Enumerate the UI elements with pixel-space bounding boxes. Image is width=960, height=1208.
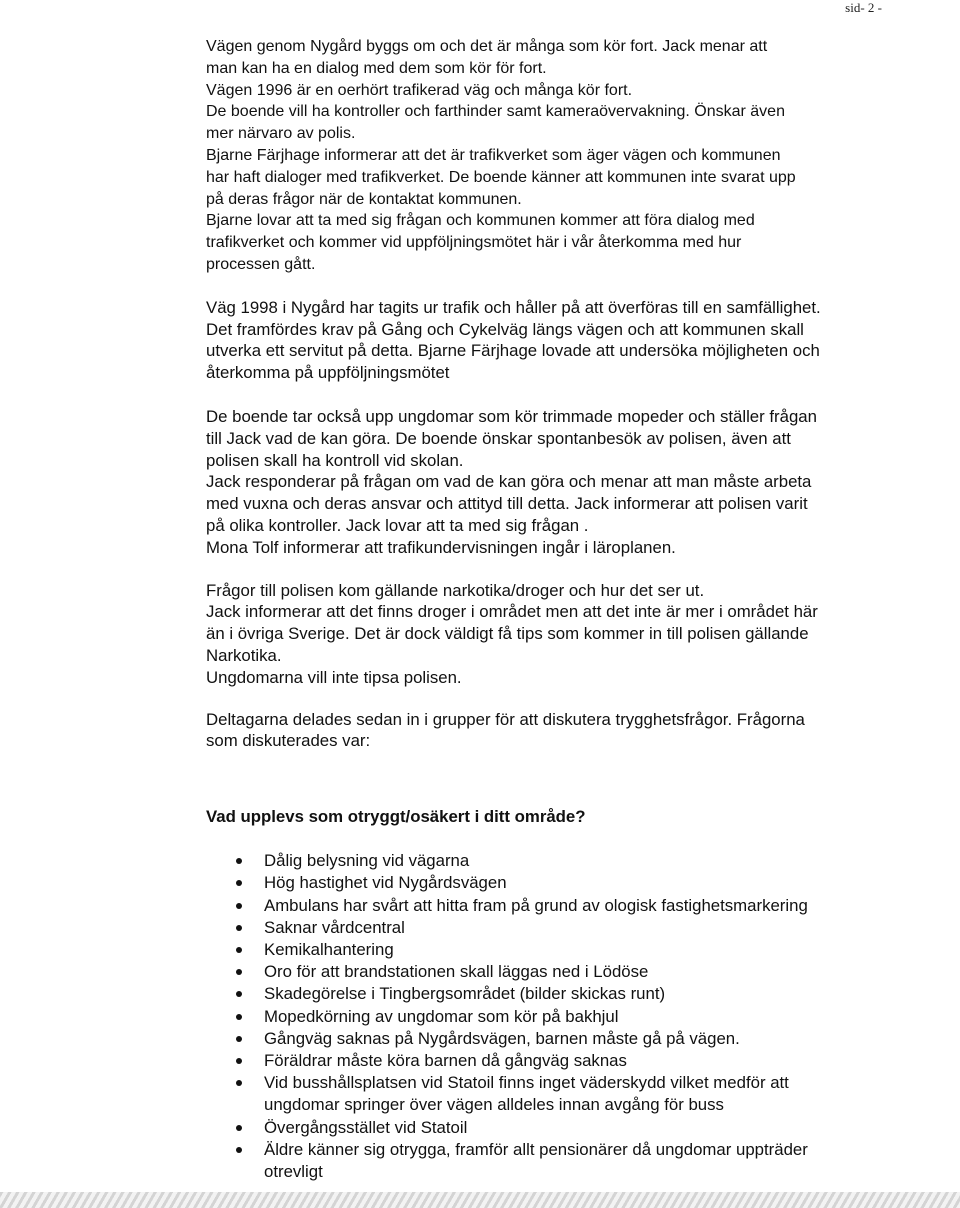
list-item [206, 1006, 906, 1028]
text-line: utverka ett servitut på detta. Bjarne Färjhage lovade att undersöka möjligheten och [206, 341, 820, 361]
list-item-text: Kemikalhantering [264, 939, 394, 959]
text-line: mer närvaro av polis. [206, 125, 356, 143]
text-line: Vägen 1996 är en oerhört trafikerad väg och många kör fort. [206, 81, 633, 99]
list-item-text: Föräldrar måste köra barnen då gångväg saknas [264, 1050, 627, 1070]
list-item [206, 1072, 906, 1116]
section-heading: Vad upplevs som otryggt/osäkert i ditt område? [206, 807, 586, 827]
list-item-text: Oro för att brandstationen skall läggas ned i Lödöse [264, 962, 649, 982]
list-item [206, 872, 906, 894]
text-line: Mona Tolf informerar att trafikundervisningen ingår i läroplanen. [206, 537, 676, 557]
page-number: sid- 2 - [845, 0, 882, 15]
list-item [206, 895, 906, 917]
text-line: på deras frågor när de kontaktat kommunen. [206, 190, 522, 208]
list-item-text: Hög hastighet vid Nygårdsvägen [264, 873, 507, 893]
bullet-icon [236, 880, 242, 886]
list-item [206, 983, 906, 1005]
text-line: Väg 1998 i Nygård har tagits ur trafik och håller på att överföras till en samfällighet. [206, 297, 821, 317]
text-line: processen gått. [206, 255, 316, 273]
text-line: Bjarne lovar att ta med sig frågan och kommunen kommer att föra dialog med [206, 212, 755, 230]
text-line: trafikverket och kommer vid uppföljningsmötet här i vår återkomma med hur [206, 234, 742, 252]
text-line: Det framfördes krav på Gång och Cykelväg längs vägen och att kommunen skall [206, 319, 804, 339]
list-item-text: Mopedkörning av ungdomar som kör på bakhjul [264, 1006, 619, 1026]
list-item [206, 1139, 906, 1183]
bullet-icon [236, 903, 242, 909]
paragraph-narcotics [206, 580, 906, 689]
text-line: återkomma på uppföljningsmötet [206, 363, 450, 383]
text-line: man kan ha en dialog med dem som kör för fort. [206, 59, 547, 77]
paragraph-groups [206, 709, 906, 753]
text-line: Vägen genom Nygård byggs om och det är många som kör fort. Jack menar att [206, 38, 768, 55]
decorative-footer-border [0, 1192, 960, 1208]
list-item-text: Ambulans har svårt att hitta fram på grund av ologisk fastighetsmarkering [264, 895, 808, 915]
text-line: Jack informerar att det finns droger i området men att det inte är mer i området här [206, 602, 818, 622]
list-item [206, 939, 906, 961]
list-item-text: Dålig belysning vid vägarna [264, 851, 470, 871]
text-line: Narkotika. [206, 645, 282, 665]
list-item-text: Saknar vårdcentral [264, 917, 405, 937]
text-line: har haft dialoger med trafikverket. De boende känner att kommunen inte svarat upp [206, 168, 796, 186]
bullet-icon [236, 1058, 242, 1064]
text-line: Frågor till polisen kom gällande narkotika/droger och hur det ser ut. [206, 580, 705, 600]
bullet-icon [236, 969, 242, 975]
list-item-text: ungdomar springer över vägen alldeles innan avgång för buss [264, 1095, 724, 1115]
bullet-icon [236, 1014, 242, 1020]
document-body [206, 36, 906, 1183]
list-item [206, 917, 906, 939]
text-line: Deltagarna delades sedan in i grupper för att diskutera trygghetsfrågor. Frågorna [206, 709, 805, 729]
bullet-icon [236, 1147, 242, 1153]
paragraph-road-1998 [206, 297, 906, 384]
text-line: De boende vill ha kontroller och farthinder samt kameraövervakning. Önskar även [206, 103, 785, 121]
text-line: Ungdomarna vill inte tipsa polisen. [206, 667, 462, 687]
text-line: som diskuterades var: [206, 731, 371, 751]
list-item [206, 850, 906, 872]
bullet-icon [236, 947, 242, 953]
text-line: med vuxna och deras ansvar och attityd till detta. Jack informerar att polisen varit [206, 494, 808, 514]
list-item-text: Vid busshållsplatsen vid Statoil finns inget väderskydd vilket medför att [264, 1073, 789, 1093]
concerns-list [206, 850, 906, 1183]
list-item-text: Äldre känner sig otrygga, framför allt pensionärer då ungdomar uppträder [264, 1139, 808, 1159]
text-line: Jack responderar på frågan om vad de kan göra och menar att man måste arbeta [206, 472, 812, 492]
text-line: på olika kontroller. Jack lovar att ta med sig frågan . [206, 515, 589, 535]
text-line: än i övriga Sverige. Det är dock väldigt få tips som kommer in till polisen gällande [206, 624, 809, 644]
text-line: Bjarne Färjhage informerar att det är trafikverket som äger vägen och kommunen [206, 146, 781, 164]
paragraph-mopeds [206, 406, 906, 559]
text-line: till Jack vad de kan göra. De boende önskar spontanbesök av polisen, även att [206, 428, 791, 448]
text-line: polisen skall ha kontroll vid skolan. [206, 450, 464, 470]
list-item-text: Skadegörelse i Tingbergsområdet (bilder skickas runt) [264, 984, 666, 1004]
bullet-icon [236, 991, 242, 997]
list-item [206, 1028, 906, 1050]
list-item [206, 1117, 906, 1139]
list-item-text: otrevligt [264, 1161, 323, 1181]
list-item [206, 961, 906, 983]
list-item-text: Övergångsstället vid Statoil [264, 1117, 468, 1137]
bullet-icon [236, 1036, 242, 1042]
text-line: De boende tar också upp ungdomar som kör trimmade mopeder och ställer frågan [206, 406, 817, 426]
paragraph-road-nygard [206, 36, 906, 276]
bullet-icon [236, 1125, 242, 1131]
bullet-icon [236, 858, 242, 864]
bullet-icon [236, 925, 242, 931]
bullet-icon [236, 1080, 242, 1086]
list-item-text: Gångväg saknas på Nygårdsvägen, barnen måste gå på vägen. [264, 1028, 740, 1048]
list-item [206, 1050, 906, 1072]
